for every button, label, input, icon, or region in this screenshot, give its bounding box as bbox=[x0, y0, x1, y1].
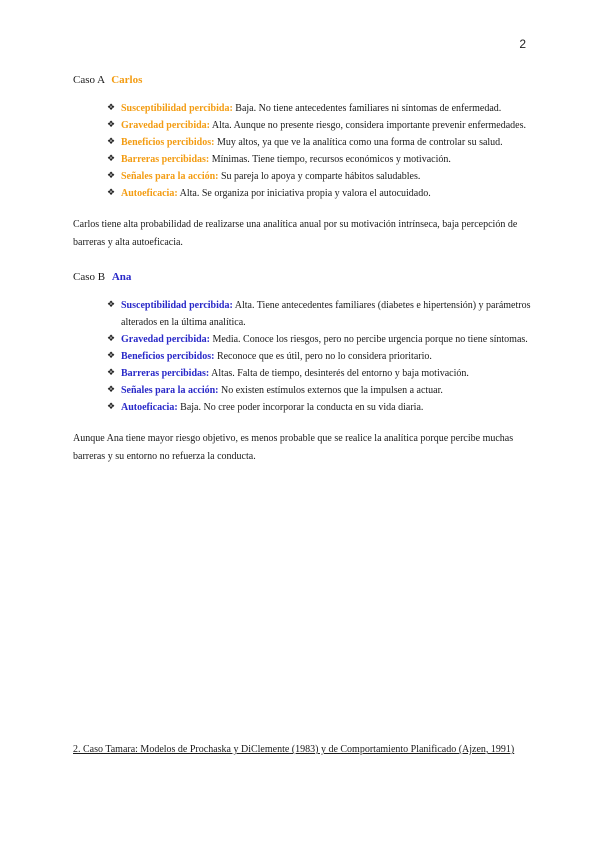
diamond-bullet-icon: ❖ bbox=[107, 103, 116, 113]
case-a-heading bbox=[73, 73, 533, 88]
factor-text: Alta. Aunque no presente riesgo, considera importante prevenir enfermedades. bbox=[209, 120, 526, 131]
case-a-summary: Carlos tiene alta probabilidad de realizarse una analítica anual por su motivación intrínseca, baja percepción de barreras y alta autoeficacia. bbox=[73, 219, 518, 248]
factor-term: Barreras percibidas: bbox=[121, 368, 210, 379]
diamond-bullet-icon: ❖ bbox=[107, 402, 116, 412]
document-body bbox=[73, 73, 533, 466]
list-item bbox=[107, 100, 533, 117]
factor-text: Baja. No cree poder incorporar la conducta en su vida diaria. bbox=[177, 402, 424, 413]
factor-term: Susceptibilidad percibida: bbox=[121, 103, 233, 114]
factor-text: Reconoce que es útil, pero no lo considera prioritario. bbox=[214, 351, 432, 362]
list-item bbox=[107, 151, 533, 168]
diamond-bullet-icon: ❖ bbox=[107, 171, 116, 181]
case-a-factor-list bbox=[73, 100, 533, 202]
factor-term: Susceptibilidad percibida: bbox=[121, 300, 233, 311]
page-number: 2 bbox=[519, 37, 526, 51]
case-b-summary: Aunque Ana tiene mayor riesgo objetivo, es menos probable que se realice la analítica porque percibe muchas barreras y su entorno no refuerza la conducta. bbox=[73, 433, 514, 462]
diamond-bullet-icon: ❖ bbox=[107, 120, 116, 130]
list-item bbox=[107, 365, 533, 382]
diamond-bullet-icon: ❖ bbox=[107, 351, 116, 361]
diamond-bullet-icon: ❖ bbox=[107, 368, 116, 378]
diamond-bullet-icon: ❖ bbox=[107, 334, 116, 344]
list-item bbox=[107, 348, 533, 365]
factor-text: Altas. Falta de tiempo, desinterés del entorno y baja motivación. bbox=[209, 368, 469, 379]
case-b-heading bbox=[73, 270, 533, 285]
factor-term: Gravedad percibida: bbox=[121, 120, 210, 131]
diamond-bullet-icon: ❖ bbox=[107, 300, 116, 310]
diamond-bullet-icon: ❖ bbox=[107, 385, 116, 395]
case-a-name: Carlos bbox=[111, 74, 143, 86]
list-item bbox=[107, 117, 533, 134]
factor-text: Alta. Se organiza por iniciativa propia y valora el autocuidado. bbox=[177, 188, 431, 199]
factor-text: Media. Conoce los riesgos, pero no percibe urgencia porque no tiene síntomas. bbox=[209, 334, 528, 345]
list-item bbox=[107, 382, 533, 399]
factor-term: Autoeficacia: bbox=[121, 188, 178, 199]
factor-term: Señales para la acción: bbox=[121, 385, 219, 396]
list-item bbox=[107, 297, 533, 331]
factor-term: Beneficios percibidos: bbox=[121, 137, 215, 148]
diamond-bullet-icon: ❖ bbox=[107, 154, 116, 164]
factor-term: Beneficios percibidos: bbox=[121, 351, 215, 362]
factor-text: Su pareja lo apoya y comparte hábitos saludables. bbox=[218, 171, 421, 182]
factor-term: Barreras percibidas: bbox=[121, 154, 210, 165]
case-b-name: Ana bbox=[111, 271, 132, 283]
factor-text: Mínimas. Tiene tiempo, recursos económicos y motivación. bbox=[209, 154, 451, 165]
list-item bbox=[107, 134, 533, 151]
diamond-bullet-icon: ❖ bbox=[107, 137, 116, 147]
factor-text: No existen estímulos externos que la impulsen a actuar. bbox=[218, 385, 443, 396]
list-item bbox=[107, 331, 533, 348]
diamond-bullet-icon: ❖ bbox=[107, 188, 116, 198]
case-b-label: Caso B bbox=[73, 271, 106, 283]
factor-term: Señales para la acción: bbox=[121, 171, 219, 182]
case-a-label: Caso A bbox=[73, 74, 105, 86]
list-item bbox=[107, 399, 533, 416]
case-b-factor-list bbox=[73, 297, 533, 416]
list-item bbox=[107, 185, 533, 202]
factor-text: Muy altos, ya que ve la analítica como una forma de controlar su salud. bbox=[214, 137, 503, 148]
factor-text: Baja. No tiene antecedentes familiares ni síntomas de enfermedad. bbox=[232, 103, 502, 114]
factor-term: Autoeficacia: bbox=[121, 402, 178, 413]
section-heading-case-tamara: 2. Caso Tamara: Modelos de Prochaska y DiClemente (1983) y de Comportamiento Planificado (Ajzen, 1991) bbox=[73, 744, 515, 755]
factor-text: Alta. Tiene antecedentes familiares (diabetes e hipertensión) y parámetros alterados en la última analítica. bbox=[121, 300, 531, 328]
factor-term: Gravedad percibida: bbox=[121, 334, 210, 345]
list-item bbox=[107, 168, 533, 185]
